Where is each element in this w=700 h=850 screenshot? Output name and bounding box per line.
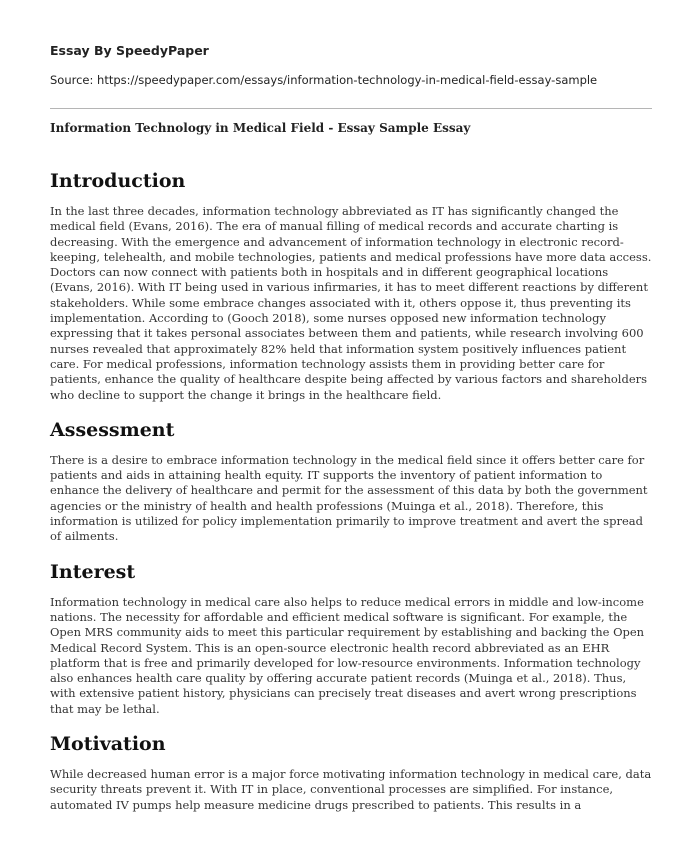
section-heading: Interest — [50, 560, 136, 583]
section-heading: Motivation — [50, 733, 166, 756]
source-line: Source: https://speedypaper.com/essays/information-technology-in-medical-field-essay-sample — [50, 73, 598, 87]
section-paragraph: There is a desire to embrace information technology in the medical field since it offers better care for patients and aids in attaining health equity. IT supports the inventory of patient information to enhance the delivery of healthcare and permit for the assessment of this data by both the government agencies or the ministry of health and health professions (Muinga et al., 2018). Therefore, this information is utilized for policy implementation primarily to improve treatment and avert the spread of ailments. — [50, 452, 648, 544]
section-interest — [50, 557, 652, 717]
essay-body — [50, 166, 652, 825]
section-paragraph: In the last three decades, information technology abbreviated as IT has significantly changed the medical field (Evans, 2016). The era of manual filling of medical records and accurate charting is decreasing. With the emergence and advancement of information technology in electronic record-keeping, telehealth, and mobile technologies, patients and medical professions have more data access. Doctors can now connect with patients both in hospitals and in different geographical locations (Evans, 2016). With IT being used in various infirmaries, it has to meet different reactions by different stakeholders. While some embrace changes associated with it, others oppose it, thus preventing its implementation. According to (Gooch 2018), some nurses opposed new information technology expressing that it takes personal associates between them and patients, while research involving 600 nurses revealed that approximately 82% held that information system positively influences patient care. For medical professions, information technology assists them in providing better care for patients, enhance the quality of healthcare despite being affected by various factors and shareholders who decline to support the change it brings in the healthcare field. — [50, 204, 652, 402]
header-divider — [50, 108, 652, 109]
section-motivation — [50, 729, 652, 813]
section-heading: Assessment — [50, 418, 175, 441]
section-paragraph: Information technology in medical care also helps to reduce medical errors in middle and low-income nations. The necessity for affordable and efficient medical software is significant. For example, the Open MRS community aids to meet this particular requirement by establishing and backing the Open Medical Record System. This is an open-source electronic health record abbreviated as an EHR platform that is free and primarily developed for low-resource environments. Information technology also enhances health care quality by offering accurate patient records (Muinga et al., 2018). Thus, with extensive patient history, physicians can precisely treat diseases and avert wrong prescriptions that may be lethal. — [50, 594, 645, 716]
section-introduction — [50, 166, 652, 403]
document-title: Information Technology in Medical Field - Essay Sample Essay — [50, 121, 471, 135]
section-heading: Introduction — [50, 170, 186, 192]
section-assessment — [50, 415, 652, 545]
brand-title: Essay By SpeedyPaper — [50, 43, 209, 58]
section-paragraph: While decreased human error is a major force motivating information technology in medical care, data security threats prevent it. With IT in place, conventional processes are simplified. For instance, automated IV pumps help measure medicine drugs prescribed to patients. This results in a — [50, 767, 652, 812]
